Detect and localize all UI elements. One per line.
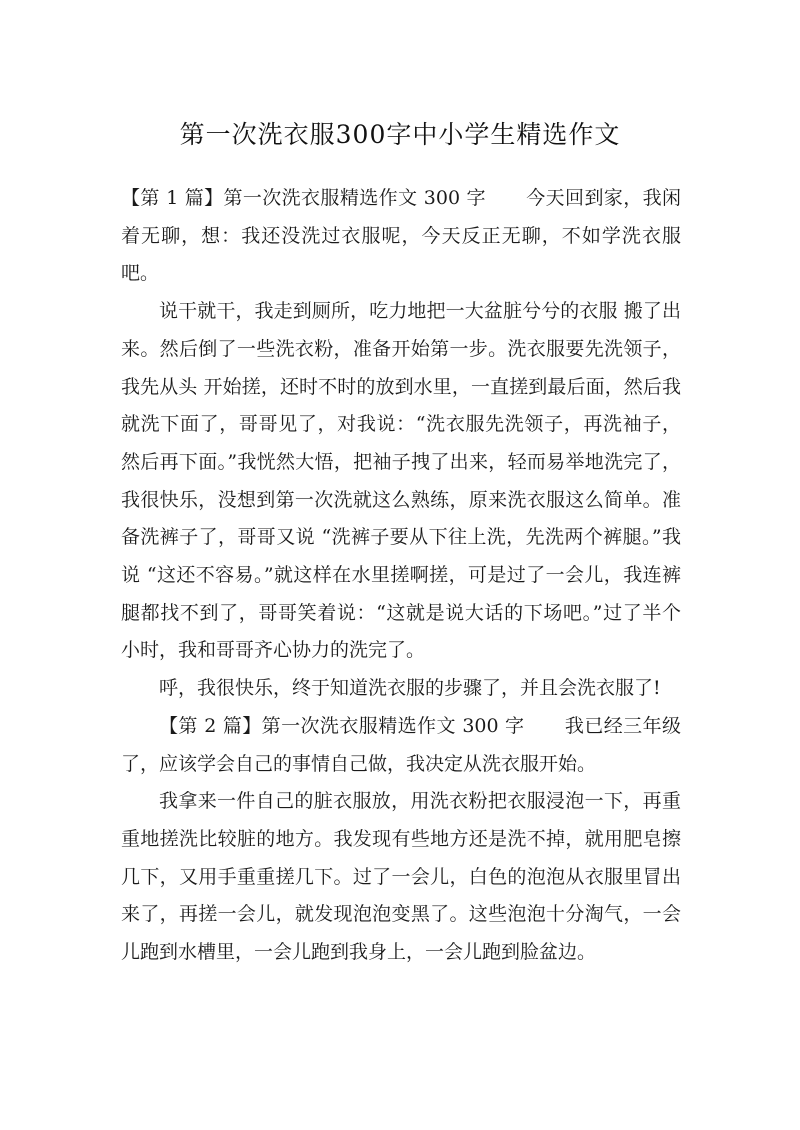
paragraph-text-2: 说干就干，我走到厕所，吃力地把一大盆脏兮兮的衣服 搬了出来。然后倒了一些洗衣粉，准备开始第一步。洗衣服要先洗领子，我先从头 开始搓，还时不时的放到水里，一直搓到最后面，然后我就洗下面了，哥哥见了，对我说：“洗衣服先洗领子，再洗袖子，然后再下面。”我恍然大悟，把袖子拽了出来，轻而易举地洗完了，我很快乐，没想到第一次洗就这么熟练，原来洗衣服这么简单。准备洗裤子了，哥哥又说 “洗裤子要从下往上洗，先洗两个裤腿。”我说 “这还不容易。”就这样在水里搓啊搓，可是过了一会儿，我连裤腿都找不到了，哥哥笑着说：“这就是说大话的下场吧。”过了半个小时，我和哥哥齐心协力的洗完了。	[121, 300, 681, 662]
paragraph-text-5: 我拿来一件自己的脏衣服放，用洗衣粉把衣服浸泡一下，再重重地搓洗比较脏的地方。我发现有些地方还是洗不掉，就用肥皂擦几下，又用手重重搓几下。过了一会儿，白色的泡泡从衣服里冒出来了，再搓一会儿，就发现泡泡变黑了。这些泡泡十分淘气，一会儿跑到水槽里，一会儿跑到我身上，一会儿跑到脸盆边。	[121, 790, 681, 964]
section-heading-1: 【第 1 篇】第一次洗衣服精选作文 300 字	[121, 187, 486, 209]
paragraph-4	[121, 708, 681, 783]
section-heading-2: 【第 2 篇】第一次洗衣服精选作文 300 字	[159, 714, 525, 737]
paragraph-text-1: 今天回到家，我闲着无聊，想：我还没洗过衣服呢，今天反正无聊，不如学洗衣服吧。	[121, 187, 681, 285]
paragraph-1	[121, 180, 681, 293]
document-body	[121, 180, 681, 972]
paragraph-3	[121, 670, 681, 708]
paragraph-2	[121, 293, 681, 670]
paragraph-text-3: 呼，我很快乐，终于知道洗衣服的步骤了，并且会洗衣服了!	[159, 677, 661, 700]
paragraph-5	[121, 783, 681, 972]
document-title: 第一次洗衣服300字中小学生精选作文	[179, 120, 621, 149]
paragraph-text-4: 我已经三年级了，应该学会自己的事情自己做，我决定从洗衣服开始。	[121, 714, 681, 775]
